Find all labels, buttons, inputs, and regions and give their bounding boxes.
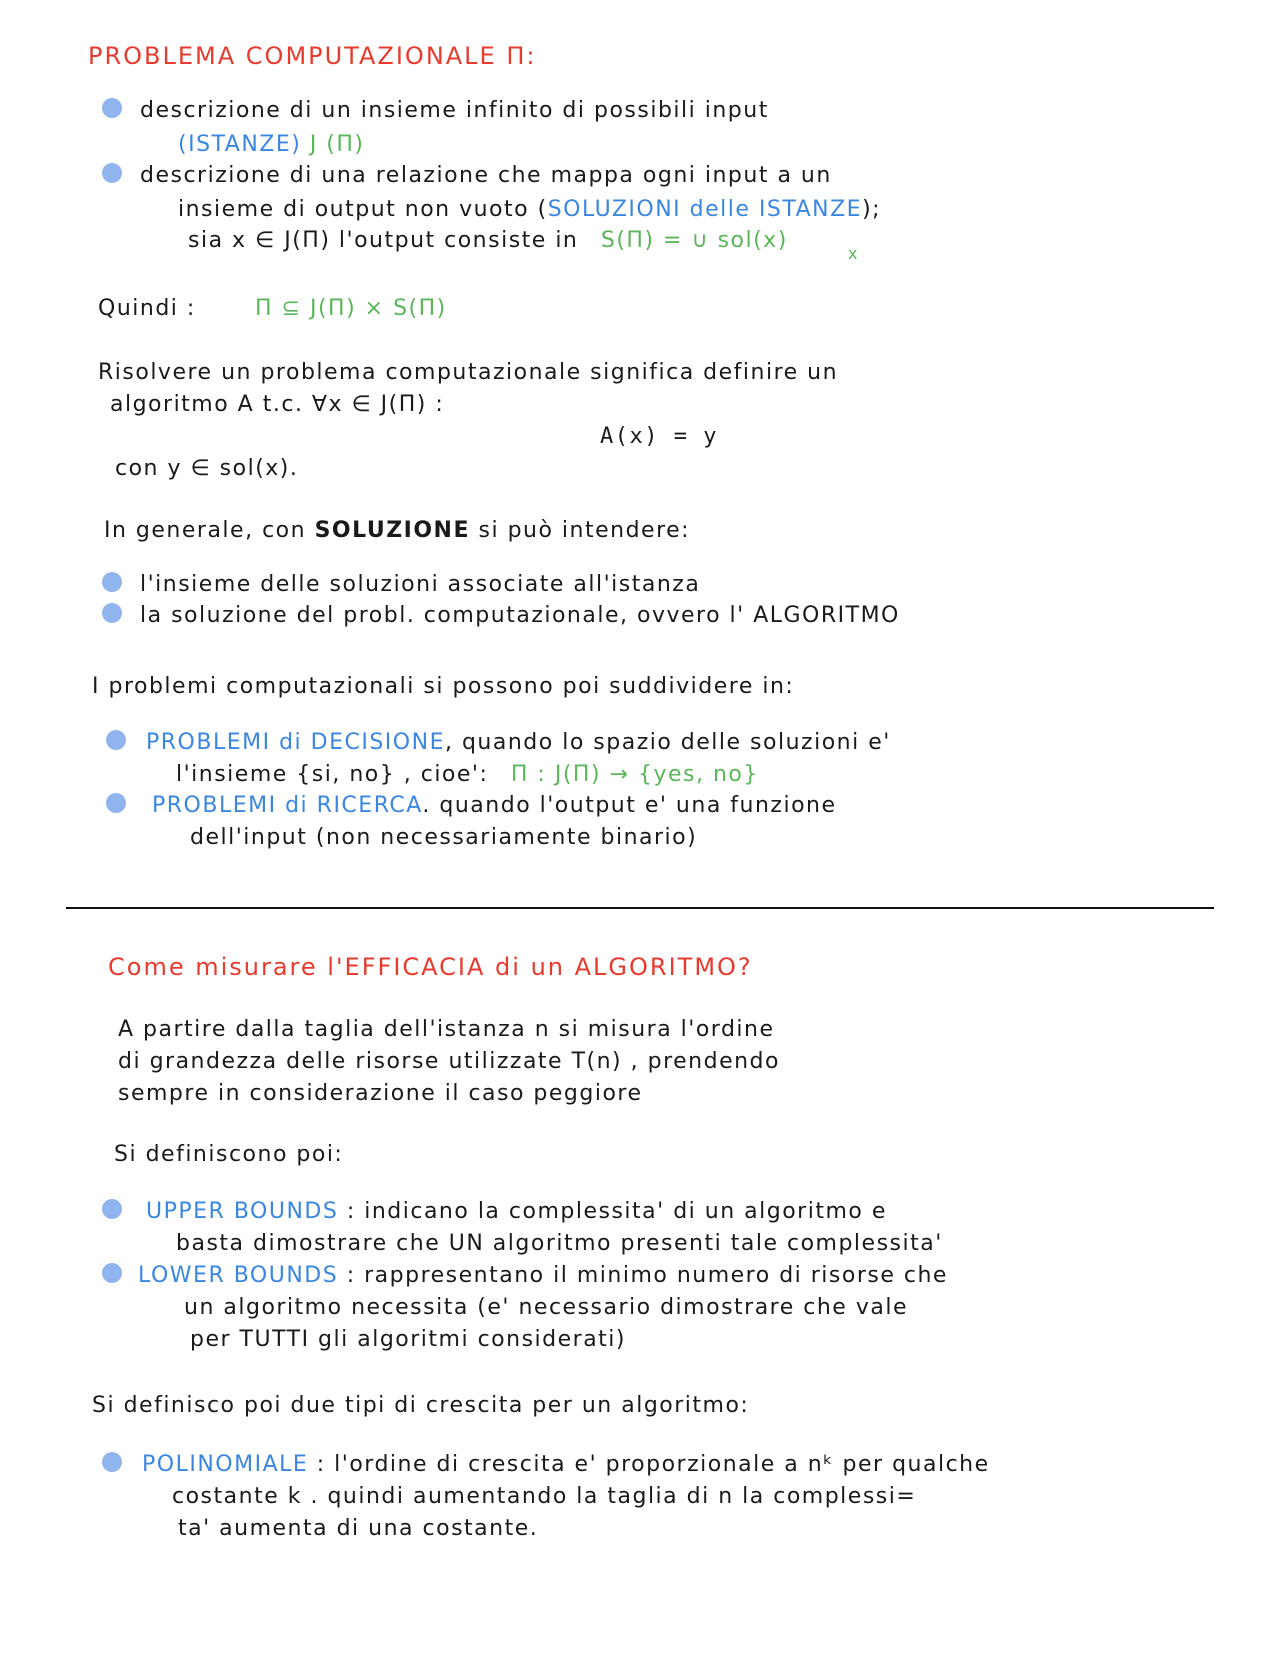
text-fragment: : indicano la complessita' di un algoritmo e: [346, 1199, 887, 1224]
bullet-text: descrizione di una relazione che mappa ogni input a un: [140, 163, 832, 188]
bullet-text: la soluzione del probl. computazionale, ovvero l' ALGORITMO: [140, 603, 900, 628]
bullet-text-line: dell'input (non necessariamente binario): [190, 825, 698, 850]
paragraph-line: algoritmo A t.c. ∀x ∈ J(Π) :: [110, 392, 445, 417]
solutions-label: SOLUZIONI delle ISTANZE: [547, 197, 863, 222]
bullet-text-line: per TUTTI gli algoritmi considerati): [190, 1327, 626, 1352]
bullet-text-line: [188, 228, 788, 254]
bullet-icon: [102, 603, 122, 623]
text-fragment: , quando lo spazio delle soluzioni e': [444, 730, 891, 755]
paragraph-line: [104, 518, 690, 544]
text-fragment: si può intendere:: [478, 518, 691, 543]
upper-bounds-label: UPPER BOUNDS: [146, 1199, 339, 1224]
decision-problems-label: PROBLEMI di DECISIONE: [146, 730, 445, 755]
bullet-icon: [102, 572, 122, 592]
paragraph-line: Si definisco poi due tipi di crescita per un algoritmo:: [92, 1393, 750, 1418]
bullet-icon: [106, 793, 126, 813]
bullet-text-line: basta dimostrare che UN algoritmo presenti tale complessita': [176, 1231, 943, 1256]
section-title-efficiency: Come misurare l'EFFICACIA di un ALGORITMO?: [108, 953, 753, 981]
relation-formula: Π ⊆ J(Π) × S(Π): [255, 296, 447, 321]
paragraph-line: sempre in considerazione il caso peggiore: [118, 1081, 643, 1106]
istanze-label: (ISTANZE): [178, 132, 302, 157]
instances-set: J (Π): [309, 132, 365, 157]
bullet-text: [146, 1199, 887, 1225]
bullet-text-line: ta' aumenta di una costante.: [178, 1516, 539, 1541]
text-fragment: l'insieme {si, no} , cioe':: [176, 762, 489, 787]
paragraph-line: Risolvere un problema computazionale significa definire un: [98, 360, 839, 385]
text-fragment: insieme di output non vuoto (: [178, 197, 548, 222]
algorithm-formula: A(x) = y: [600, 424, 718, 449]
bullet-icon: [102, 1452, 122, 1472]
bullet-text-line: [178, 132, 365, 158]
bullet-icon: [102, 98, 122, 118]
decision-formula: Π : J(Π) → {yes, no}: [510, 762, 759, 787]
bullet-text: [138, 1263, 948, 1289]
quindi-label: Quindi :: [98, 296, 196, 321]
bullet-icon: [106, 730, 126, 750]
paragraph-line: A partire dalla taglia dell'istanza n si misura l'ordine: [118, 1017, 775, 1042]
paragraph-line: Si definiscono poi:: [114, 1142, 344, 1167]
bullet-icon: [102, 163, 122, 183]
text-fragment: : l'ordine di crescita e' proporzionale a nᵏ per qualche: [316, 1452, 990, 1477]
bullet-text-line: un algoritmo necessita (e' necessario dimostrare che vale: [184, 1295, 908, 1320]
text-fragment: : rappresentano il minimo numero di risorse che: [346, 1263, 948, 1288]
solution-set-formula: S(Π) = ∪ sol(x): [600, 228, 788, 253]
section-divider: [66, 907, 1214, 909]
bullet-text: [142, 1452, 990, 1478]
section-title-computational-problem: PROBLEMA COMPUTAZIONALE Π:: [88, 42, 537, 70]
bullet-text-line: [178, 197, 881, 223]
paragraph-line: con y ∈ sol(x).: [115, 456, 299, 481]
bullet-text: descrizione di un insieme infinito di possibili input: [140, 98, 769, 123]
paragraph-line: di grandezza delle risorse utilizzate T(n) , prendendo: [118, 1049, 780, 1074]
text-fragment: );: [862, 197, 882, 222]
bullet-text: [152, 793, 837, 819]
soluzione-keyword: SOLUZIONE: [314, 518, 470, 543]
union-subscript: x: [848, 244, 859, 263]
paragraph-line: I problemi computazionali si possono poi suddividere in:: [92, 674, 795, 699]
bullet-icon: [102, 1263, 122, 1283]
bullet-icon: [102, 1199, 122, 1219]
lower-bounds-label: LOWER BOUNDS: [138, 1263, 339, 1288]
text-fragment: In generale, con: [104, 518, 307, 543]
bullet-text: l'insieme delle soluzioni associate all'istanza: [140, 572, 701, 597]
text-fragment: sia x ∈ J(Π) l'output consiste in: [188, 228, 579, 253]
text-fragment: . quando l'output e' una funzione: [422, 793, 837, 818]
bullet-text-line: [176, 762, 759, 788]
polynomial-label: POLINOMIALE: [142, 1452, 309, 1477]
bullet-text: [146, 730, 891, 756]
search-problems-label: PROBLEMI di RICERCA: [152, 793, 423, 818]
bullet-text-line: costante k . quindi aumentando la taglia di n la complessi=: [172, 1484, 917, 1509]
